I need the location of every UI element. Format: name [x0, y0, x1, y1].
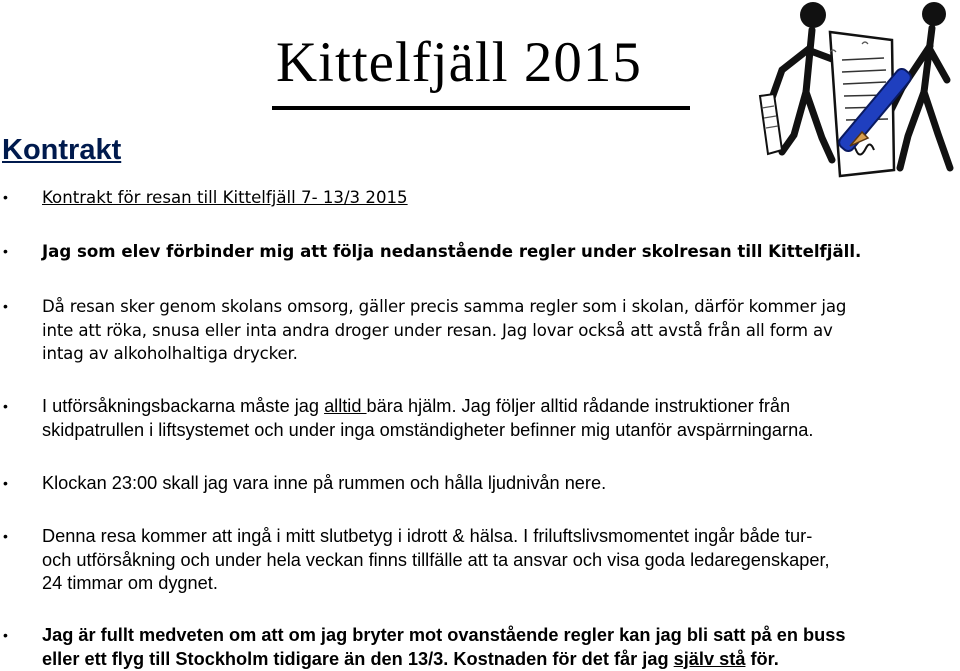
consequence-text: för.: [745, 648, 779, 669]
helmet-rule-text: bära hjälm. Jag följer alltid rådande instruktioner från: [366, 396, 791, 416]
page-title: Kittelfjäll 2015: [276, 31, 642, 94]
grade-info-line: Denna resa kommer att ingå i mitt slutbetyg i idrott & hälsa. I friluftslivsmomentet ingår både tur-: [42, 526, 813, 546]
grade-info-line: och utförsåkning och under hela veckan finns tillfälle att ta ansvar och visa goda ledaregenskaper,: [42, 549, 830, 570]
bullet: •: [3, 475, 8, 491]
title-underline: [272, 106, 690, 110]
commitment-line: Jag som elev förbinder mig att följa nedanstående regler under skolresan till Kittelfjäll.: [42, 242, 862, 261]
contract-subject-line: Kontrakt för resan till Kittelfjäll 7- 13/3 2015: [42, 188, 408, 207]
consequence-line: Jag är fullt medveten om att om jag bryter mot ovanstående regler kan jag bli satt på en buss: [42, 625, 846, 645]
rule-line: intag av alkoholhaltiga drycker.: [42, 344, 298, 363]
emphasis-own-cost: själv stå: [673, 648, 746, 669]
contract-signing-clipart: [742, 0, 960, 190]
emphasis-always: alltid: [324, 396, 367, 416]
bullet: •: [3, 627, 8, 643]
grade-info-line: 24 timmar om dygnet.: [42, 573, 218, 593]
curfew-rule: Klockan 23:00 skall jag vara inne på rummen och hålla ljudnivån nere.: [42, 473, 607, 493]
section-heading: Kontrakt: [2, 134, 122, 166]
rule-line: Då resan sker genom skolans omsorg, gäller precis samma regler som i skolan, därför kommer jag: [42, 297, 847, 316]
rule-line: skidpatrullen i liftsystemet och under inga omständigheter befinner mig utanför avspärrningarna.: [42, 419, 814, 440]
consequence-text: eller ett flyg till Stockholm tidigare än den 13/3. Kostnaden för det får jag: [42, 648, 674, 669]
rule-line: inte att röka, snusa eller inta andra droger under resan. Jag lovar också att avstå från all form av: [42, 320, 833, 340]
bullet: •: [3, 243, 8, 259]
bullet: •: [3, 298, 8, 314]
bullet: •: [3, 398, 8, 414]
helmet-rule-text: I utförsåkningsbackarna måste jag: [42, 396, 325, 416]
bullet: •: [3, 189, 8, 205]
bullet: •: [3, 528, 8, 544]
